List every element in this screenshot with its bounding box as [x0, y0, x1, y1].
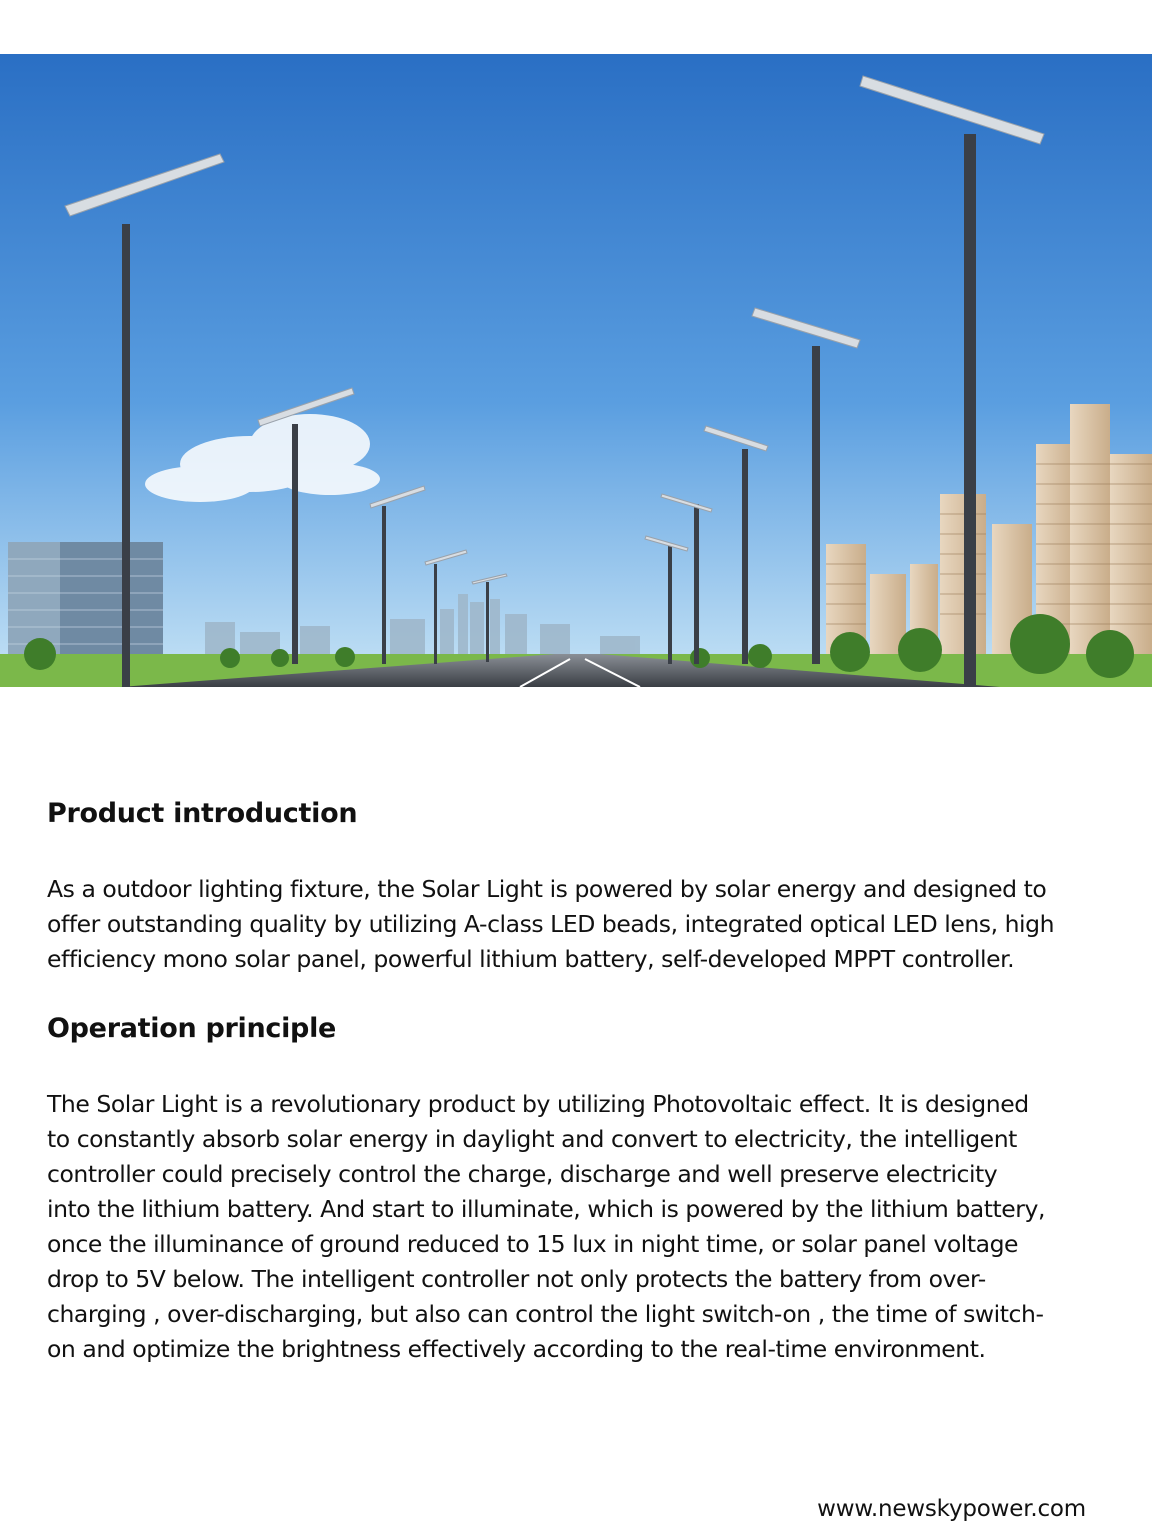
paragraph-line: The Solar Light is a revolutionary product by utilizing Photovoltaic effect. It is designed: [47, 1090, 1029, 1118]
footer-website-url: www.newskypower.com: [817, 1496, 1086, 1522]
operation-principle-paragraph: [47, 1087, 1045, 1367]
solar-street-lights-photo: [0, 54, 1152, 687]
paragraph-line: efficiency mono solar panel, powerful lithium battery, self-developed MPPT controller.: [47, 945, 1015, 973]
paragraph-line: controller could precisely control the charge, discharge and well preserve electricity: [47, 1160, 998, 1188]
paragraph-line: on and optimize the brightness effectively according to the real-time environment.: [47, 1335, 986, 1363]
paragraph-line: offer outstanding quality by utilizing A-class LED beads, integrated optical LED lens, high: [47, 910, 1055, 938]
section-heading-product-introduction: Product introduction: [47, 798, 358, 829]
hero-image: [0, 54, 1152, 687]
paragraph-line: As a outdoor lighting fixture, the Solar Light is powered by solar energy and designed to: [47, 875, 1047, 903]
paragraph-line: drop to 5V below. The intelligent controller not only protects the battery from over-: [47, 1265, 986, 1293]
product-introduction-paragraph: [47, 872, 1054, 977]
paragraph-line: into the lithium battery. And start to illuminate, which is powered by the lithium battery,: [47, 1195, 1045, 1223]
section-heading-operation-principle: Operation principle: [47, 1013, 337, 1044]
paragraph-line: charging , over-discharging, but also can control the light switch-on , the time of switch-: [47, 1300, 1044, 1328]
paragraph-line: to constantly absorb solar energy in daylight and convert to electricity, the intelligent: [47, 1125, 1017, 1153]
paragraph-line: once the illuminance of ground reduced to 15 lux in night time, or solar panel voltage: [47, 1230, 1019, 1258]
